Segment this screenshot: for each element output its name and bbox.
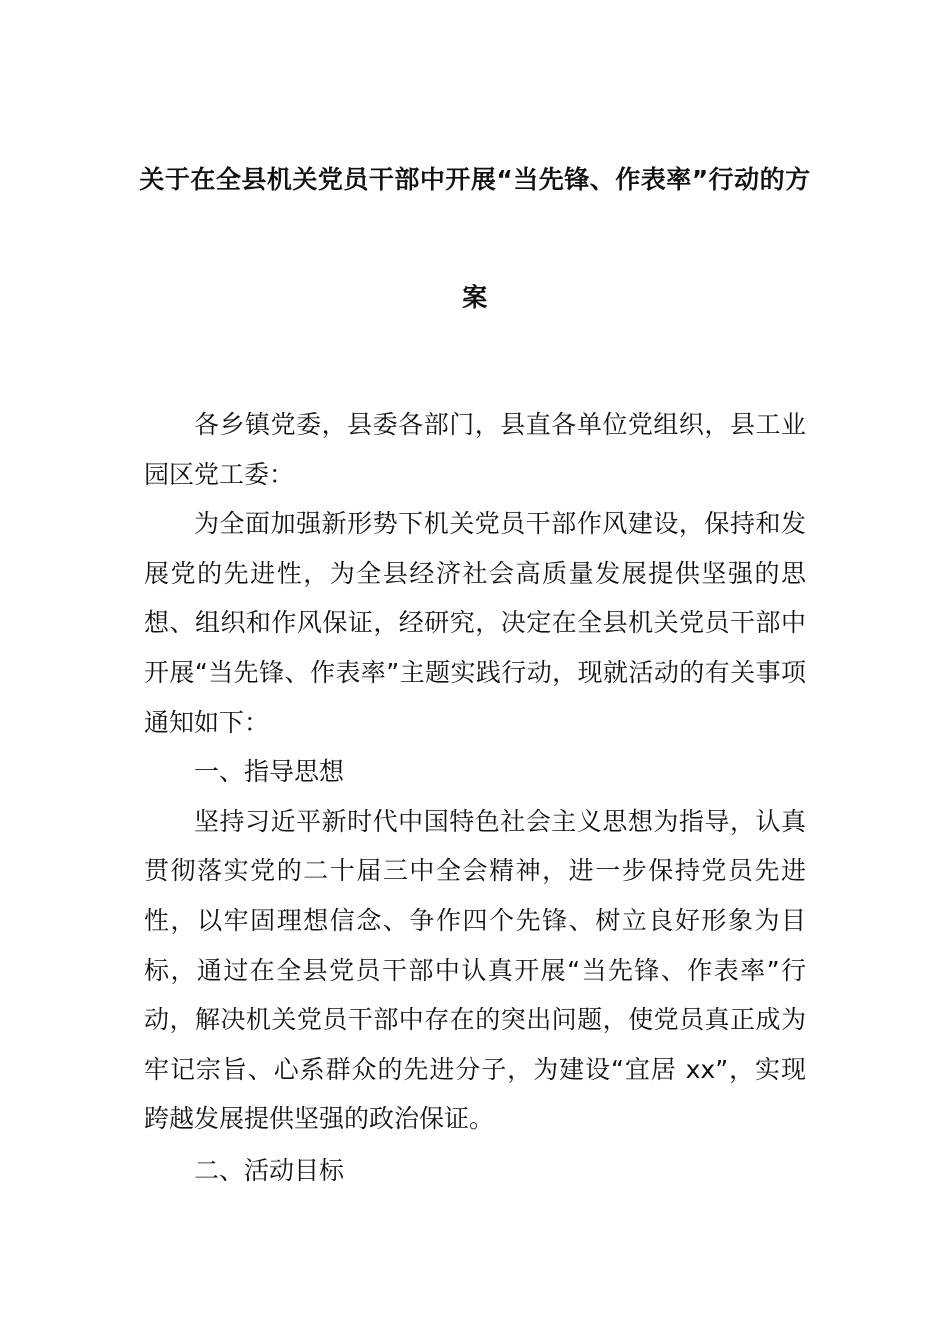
document-title-line-2: 案: [462, 283, 488, 312]
document-title-line-1: 关于在全县机关党员干部中开展“当先锋、作表率”行动的方: [139, 165, 811, 194]
intro-paragraph: 为全面加强新形势下机关党员干部作风建设，保持和发展党的先进性，为全县经济社会高质量发展提供坚强的思想、组织和作风保证，经研究，决定在全县机关党员干部中开展“当先锋、作表率”主题实践行动，现就活动的有关事项通知如下：: [144, 509, 806, 737]
document-body: [144, 400, 806, 1196]
section-1-body: 坚持习近平新时代中国特色社会主义思想为指导，认真贯彻落实党的二十届三中全会精神，进一步保持党员先进性，以牢固理想信念、争作四个先锋、树立良好形象为目标，通过在全县党员干部中认真开展“当先锋、作表率”行动，解决机关党员干部中存在的突出问题，使党员真正成为牢记宗旨、心系群众的先进分子，为建设“宜居 xx”，实现跨越发展提供坚强的政治保证。: [144, 806, 806, 1134]
section-1-heading: 一、指导思想: [194, 757, 345, 787]
salutation-paragraph: 各乡镇党委，县委各部门，县直各单位党组织，县工业园区党工委：: [144, 410, 806, 489]
section-2-heading: 二、活动目标: [194, 1155, 345, 1185]
